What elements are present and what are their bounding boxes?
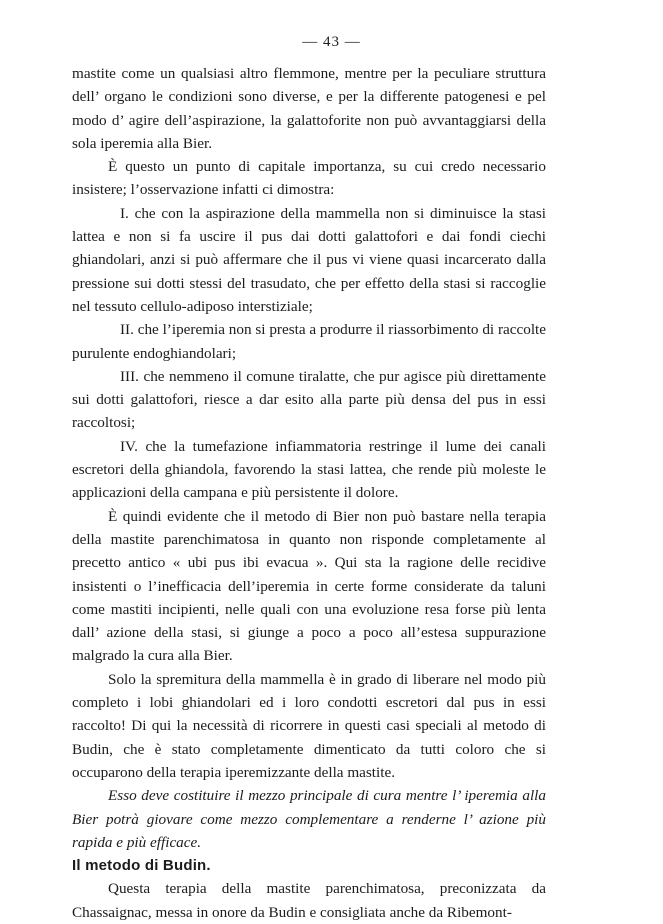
list-item-1: I. che con la aspirazione della mammella non si diminuisce la stasi lattea e non si fa uscire il pus dai dotti galattofori e dai fondi ciechi ghiandolari, anzi si può affermare che il pus vi viene quasi incarcerato dalla pressione sui dotti stessi del trasudato, che per effetto della stasi si raccoglie nel tessuto cellulo-adiposo interstiziale; [72, 204, 546, 315]
list-item-4: IV. che la tumefazione infiammatoria restringe il lume dei canali escretori della ghiandola, favorendo la stasi lattea, che rende più moleste le applicazioni della campana e più persistente il dolore. [72, 437, 546, 502]
section-paragraph: Questa terapia della mastite parenchimatosa, preconizzata da Chassaignac, messa in onore da Budin e consigliata anche da Ribemont- [72, 880, 546, 921]
list-item-3: III. che nemmeno il comune tiralatte, che pur agisce più direttamente sui dotti galattofori, riesce a dar esito alla parte più densa del pus in essi raccoltosi; [72, 367, 546, 432]
paragraph-2: È questo un punto di capitale importanza, su cui credo necessario insistere; l’osservazione infatti ci dimostra: [72, 158, 546, 199]
section-heading: Il metodo di Budin. [72, 857, 211, 875]
paragraph-5-italic: Esso deve costituire il mezzo principale di cura mentre l’ iperemia alla Bier potrà giovare come mezzo complementare a renderne l’ azione più rapida e più efficace. [72, 787, 546, 851]
paragraph-4: Solo la spremitura della mammella è in grado di liberare nel modo più completo i lobi ghiandolari ed i loro condotti escretori dal pus in essi raccolto! Di qui la necessità di ricorrere in questi casi speciali al metodo di Budin, che è stato completamente dimenticato da tutti coloro che si occuparono della terapia iperemizzante della mastite. [72, 670, 546, 781]
paragraph-1: mastite come un qualsiasi altro flemmone, mentre per la peculiare struttura dell’ organo le condizioni sono diverse, e per la differente patogenesi e pel modo d’ agire dell’aspirazione, la galattoforite non può avvantaggiarsi della sola iperemia alla Bier. [72, 65, 546, 152]
paragraph-3: È quindi evidente che il metodo di Bier non può bastare nella terapia della mastite parenchimatosa in quanto non risponde completamente al precetto antico « ubi pus ibi evacua ». Qui sta la ragione delle recidive insistenti o l’inefficacia dell’iperemia in certe forme considerate da taluni come mastiti incipienti, nelle quali con una evoluzione resa forse più lenta dall’ azione della stasi, si giunge a poco a poco all’estesa suppurazione malgrado la cura alla Bier. [72, 507, 546, 665]
text-body [72, 62, 546, 924]
list-item-2: II. che l’iperemia non si presta a produrre il riassorbimento di raccolte purulente endoghiandolari; [72, 321, 546, 362]
page-number: — 43 — [302, 34, 361, 50]
